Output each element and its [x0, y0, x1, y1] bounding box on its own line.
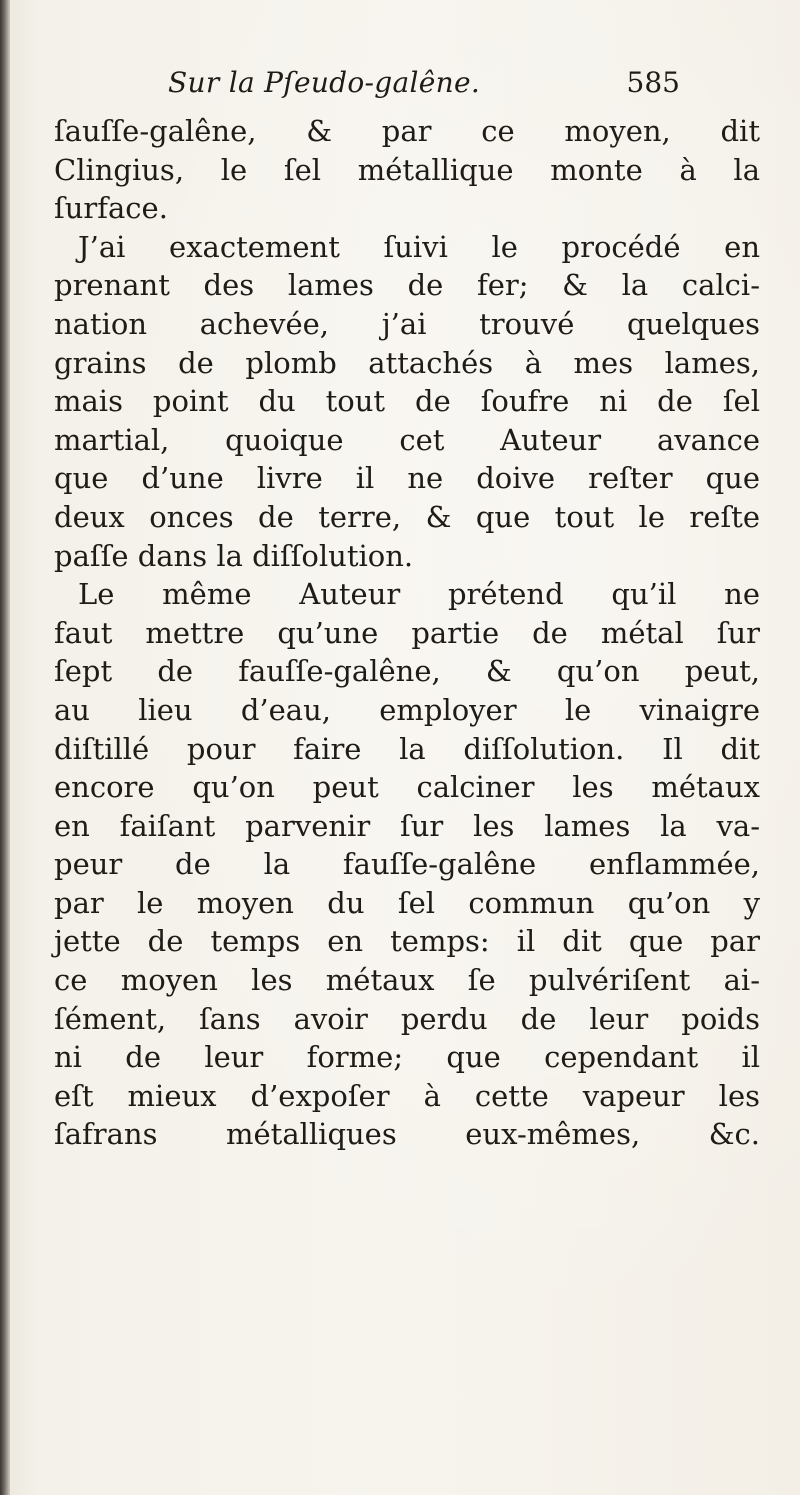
- text-line: en faiſant parvenir ſur les lames la va-: [54, 808, 760, 843]
- text-line: ſauſſe-galêne, & par ce moyen, dit: [54, 114, 760, 148]
- text-line: ſept de fauſſe-galêne, & qu’on peut,: [54, 654, 760, 689]
- text-line: par le moyen du ſel commun qu’on y: [54, 885, 760, 920]
- text-line: ſément, ſans avoir perdu de leur poids: [54, 1001, 760, 1036]
- text-line: deux onces de terre, & que tout le reſte: [54, 499, 760, 534]
- text-line: prenant des lames de fer; & la calci-: [54, 268, 760, 303]
- text-line: Le même Auteur prétend qu’il ne: [78, 577, 760, 612]
- text-line: mais point du tout de ſoufre ni de ſel: [54, 384, 760, 419]
- text-line: paſſe dans la diſſolution.: [54, 538, 414, 573]
- text-line: grains de plomb attachés à mes lames,: [54, 345, 760, 380]
- text-line: encore qu’on peut calciner les métaux: [54, 770, 760, 805]
- text-line: diſtillé pour faire la diſſolution. Il dit: [54, 731, 760, 766]
- text-line: ni de leur forme; que cependant il: [54, 1040, 760, 1075]
- body-text: [54, 112, 760, 1154]
- text-line: martial, quoique cet Auteur avance: [54, 422, 760, 457]
- text-line: ſafrans métalliques eux-mêmes, &c.: [54, 1117, 760, 1152]
- page-number: 585: [626, 66, 680, 99]
- text-line: ce moyen les métaux ſe pulvériſent ai-: [54, 963, 760, 998]
- text-line: que d’une livre il ne doive reſter que: [54, 461, 760, 496]
- text-line: ſurface.: [54, 191, 168, 226]
- text-line: faut mettre qu’une partie de métal ſur: [54, 615, 760, 650]
- text-line: nation achevée, j’ai trouvé quelques: [54, 306, 760, 341]
- running-head: [160, 66, 680, 106]
- text-line: jette de temps en temps: il dit que par: [54, 924, 760, 959]
- text-line: J’ai exactement ſuivi le procédé en: [78, 229, 760, 264]
- page-binding-edge: [0, 0, 10, 1495]
- running-title: Sur la Pſeudo-galêne.: [168, 66, 481, 99]
- text-line: eſt mieux d’expoſer à cette vapeur les: [54, 1078, 760, 1113]
- text-line: peur de la fauſſe-galêne enflammée,: [54, 847, 760, 882]
- text-line: au lieu d’eau, employer le vinaigre: [54, 692, 760, 727]
- text-line: Clingius, le ſel métallique monte à la: [54, 152, 760, 187]
